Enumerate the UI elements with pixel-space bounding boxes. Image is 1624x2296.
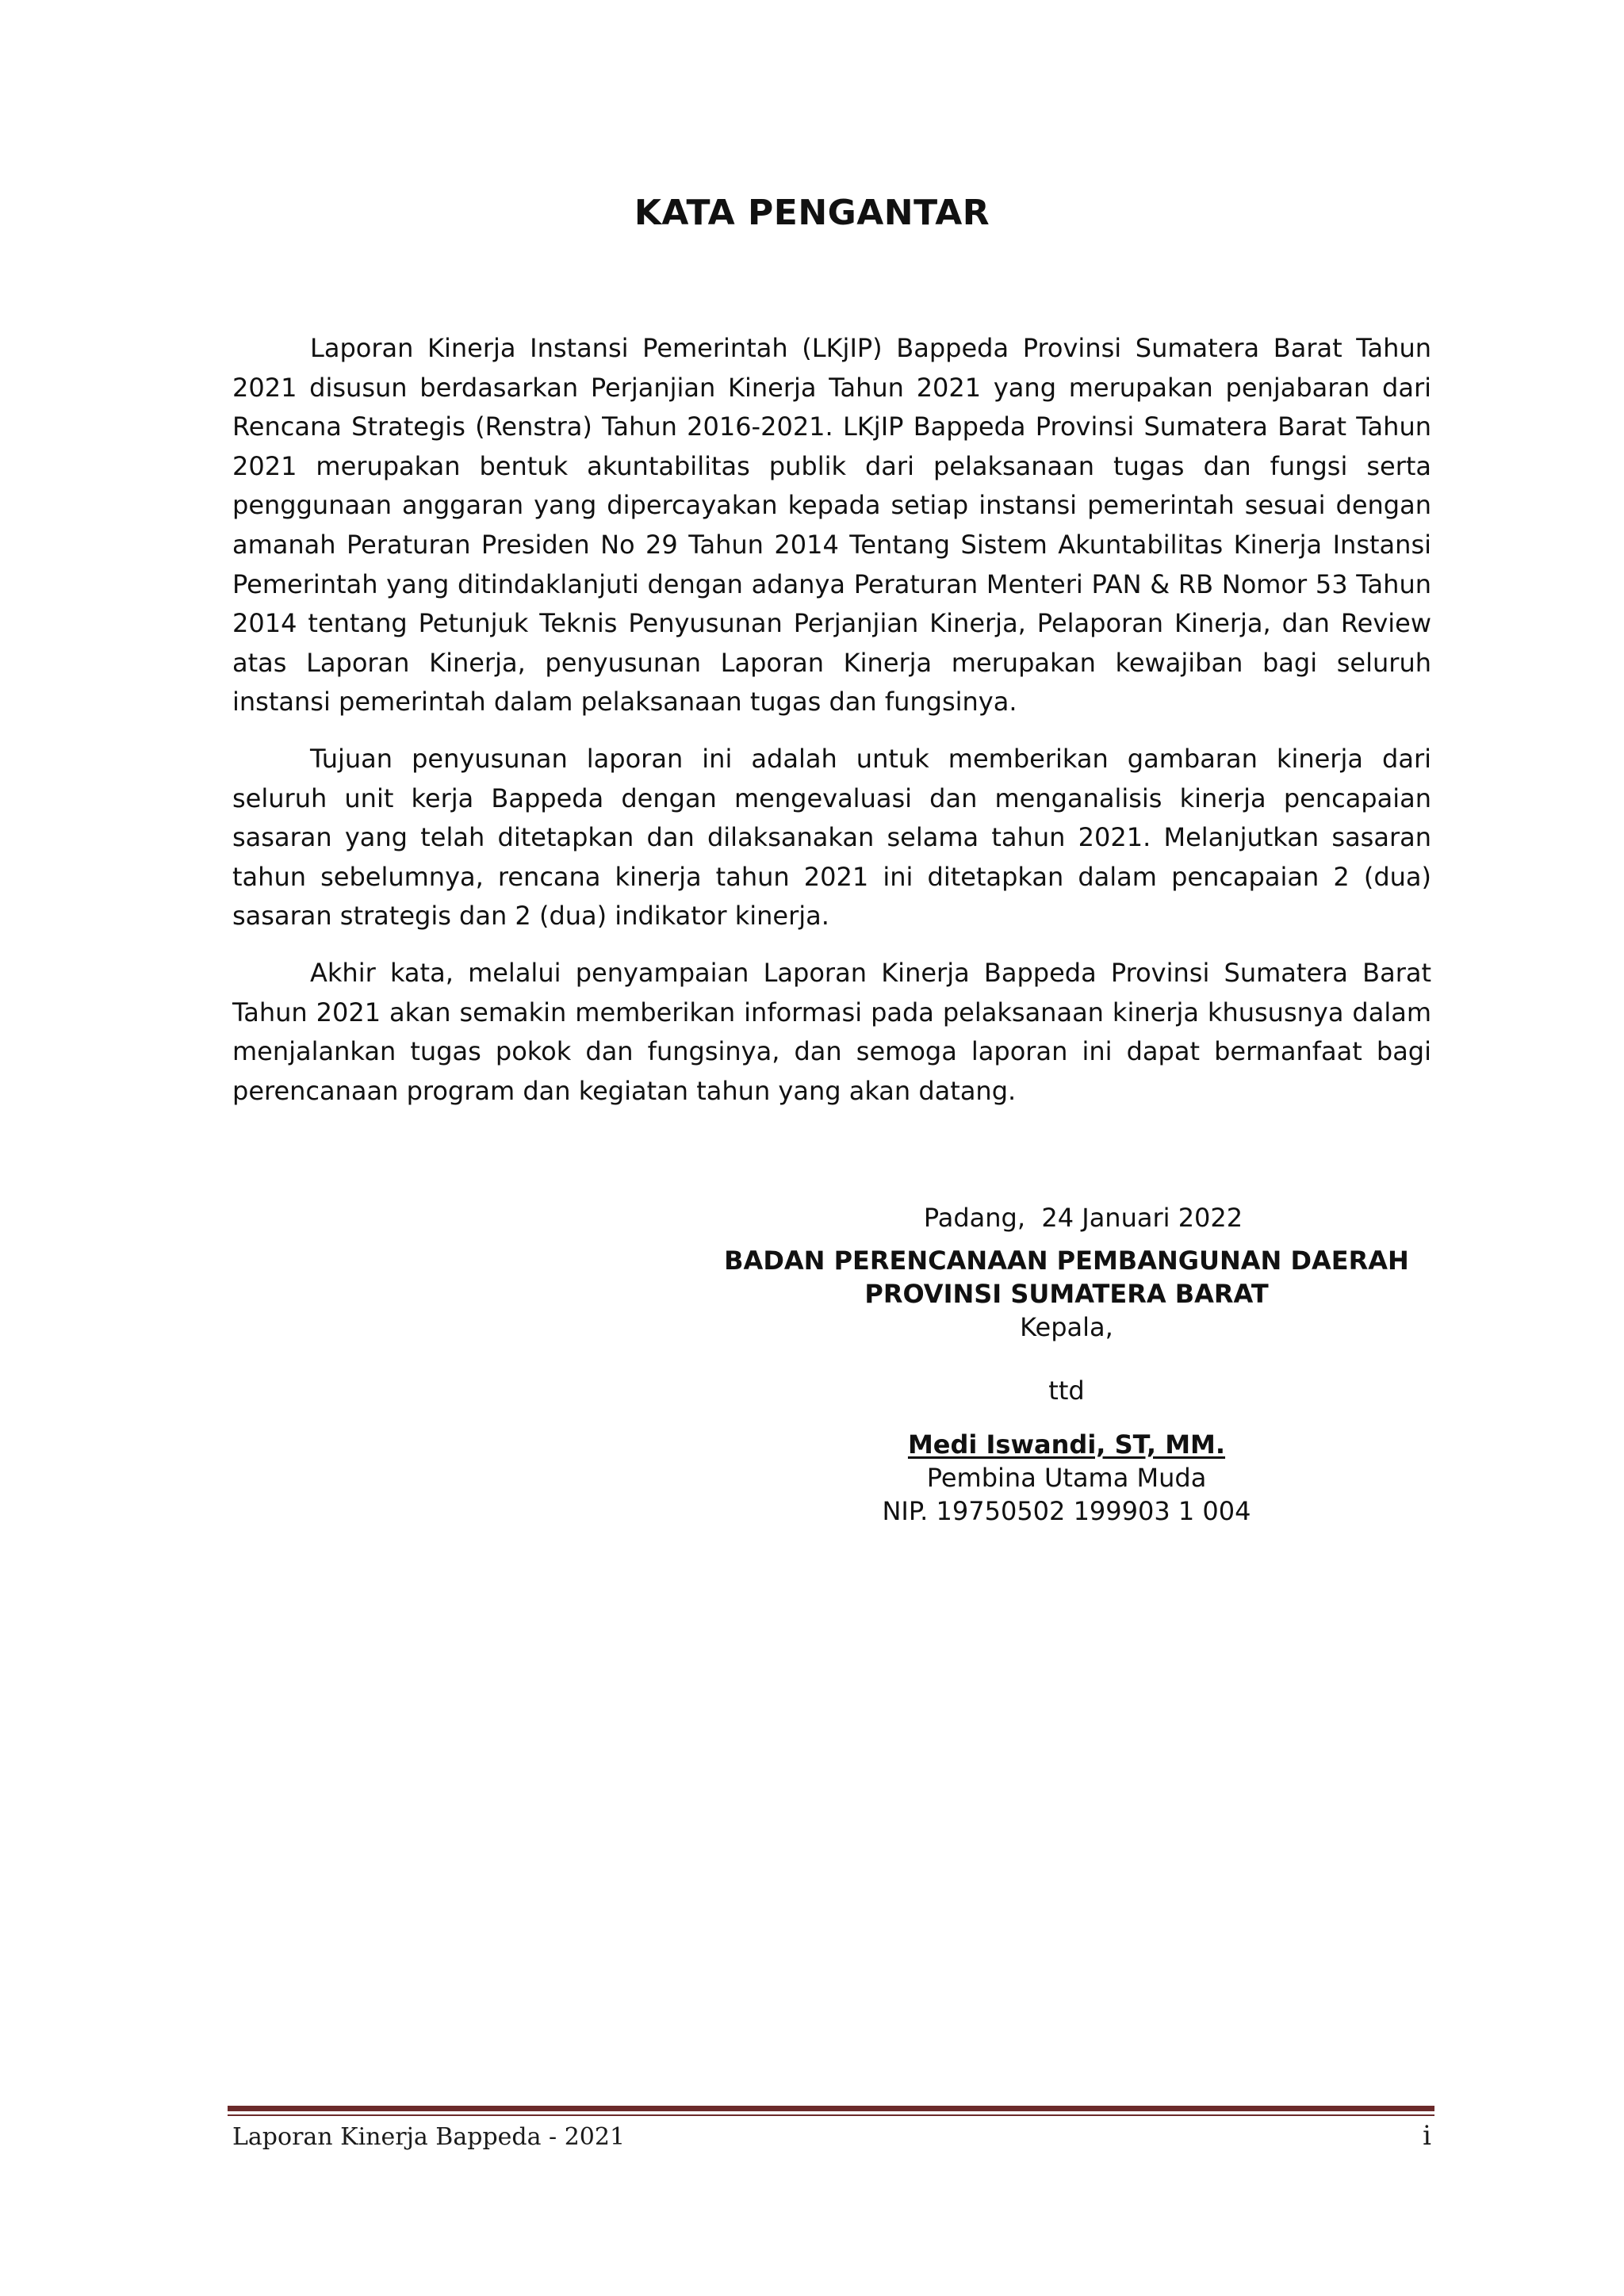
body-text xyxy=(232,329,1431,1128)
footer-rule-thick xyxy=(228,2106,1434,2111)
signatory-rank: Pembina Utama Muda xyxy=(926,1463,1207,1493)
footer-rule-thin xyxy=(228,2114,1434,2116)
organization-name-line2: PROVINSI SUMATERA BARAT xyxy=(864,1279,1269,1309)
signature-block xyxy=(698,1201,1435,1528)
signatory-nip: NIP. 19750502 199903 1 004 xyxy=(882,1496,1251,1526)
page-title: KATA PENGANTAR xyxy=(634,193,990,233)
organization-name-line1: BADAN PERENCANAAN PEMBANGUNAN DAERAH xyxy=(724,1246,1409,1276)
footer-report-title: Laporan Kinerja Bappeda - 2021 xyxy=(232,2123,626,2151)
signatory-position: Kepala, xyxy=(1020,1312,1113,1342)
paragraph-3: Akhir kata, melalui penyampaian Laporan Kinerja Bappeda Provinsi Sumatera Barat Tahun 2021 akan semakin memberikan informasi pada pelaksanaan kinerja khususnya dalam menjalankan tugas pokok dan fungsinya, dan semoga laporan ini dapat bermanfaat bagi perencanaan program dan kegiatan tahun yang akan datang. xyxy=(232,957,1431,1106)
paragraph-2: Tujuan penyusunan laporan ini adalah untuk memberikan gambaran kinerja dari seluruh unit kerja Bappeda dengan mengevaluasi dan menganalisis kinerja pencapaian sasaran yang telah ditetapkan dan dilaksanakan selama tahun 2021. Melanjutkan sasaran tahun sebelumnya, rencana kinerja tahun 2021 ini ditetapkan dalam pencapaian 2 (dua) sasaran strategis dan 2 (dua) indikator kinerja. xyxy=(232,743,1431,932)
signed-mark: ttd xyxy=(1048,1376,1085,1406)
footer-page-number: i xyxy=(1423,2120,1431,2152)
place-date: Padang, 24 Januari 2022 xyxy=(923,1203,1243,1233)
paragraph-1: Laporan Kinerja Instansi Pemerintah (LKjIP) Bappeda Provinsi Sumatera Barat Tahun 2021 disusun berdasarkan Perjanjian Kinerja Tahun 2021 yang merupakan penjabaran dari Rencana Strategis (Renstra) Tahun 2016-2021. LKjIP Bappeda Provinsi Sumatera Barat Tahun 2021 merupakan bentuk akuntabilitas publik dari pelaksanaan tugas dan fungsi serta penggunaan anggaran yang dipercayakan kepada setiap instansi pemerintah sesuai dengan amanah Peraturan Presiden No 29 Tahun 2014 Tentang Sistem Akuntabilitas Kinerja Instansi Pemerintah yang ditindaklanjuti dengan adanya Peraturan Menteri PAN & RB Nomor 53 Tahun 2014 tentang Petunjuk Teknis Penyusunan Perjanjian Kinerja, Pelaporan Kinerja, dan Review atas Laporan Kinerja, penyusunan Laporan Kinerja merupakan kewajiban bagi seluruh instansi pemerintah dalam pelaksanaan tugas dan fungsinya. xyxy=(232,333,1431,718)
signatory-name: Medi Iswandi, ST, MM. xyxy=(907,1429,1226,1460)
